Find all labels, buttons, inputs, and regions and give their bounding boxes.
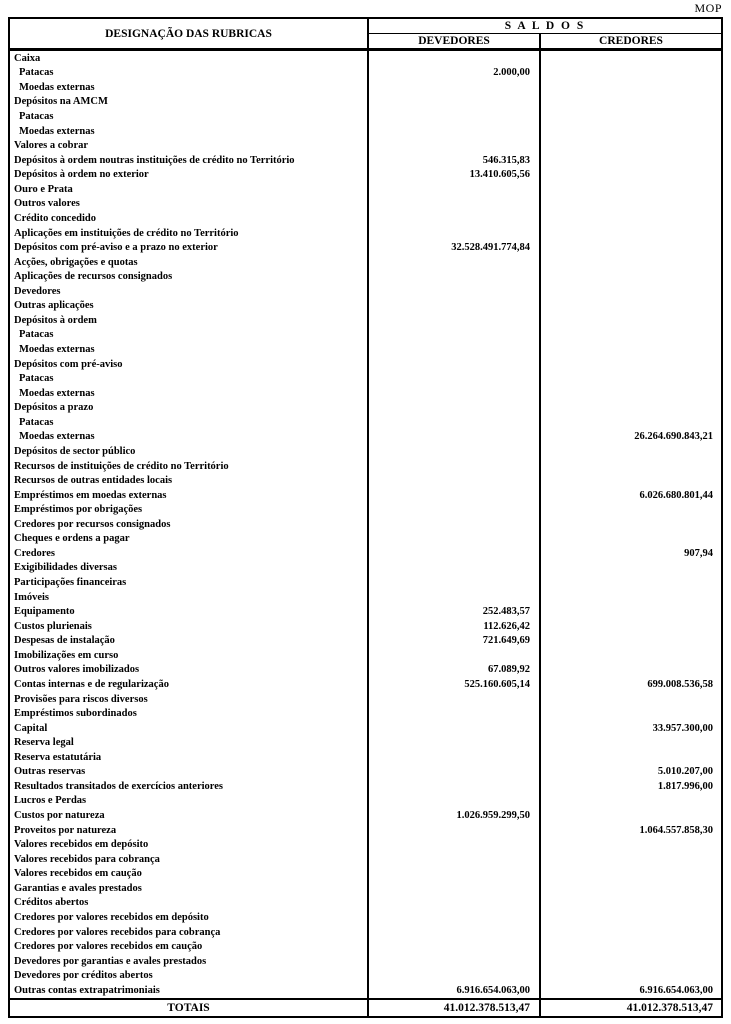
table-row: [10, 109, 721, 124]
currency-label: MOP: [694, 1, 722, 15]
credores-value: [539, 168, 721, 183]
row-label: Empréstimos em moedas externas: [14, 489, 167, 501]
devedores-value: [367, 502, 539, 517]
row-label: Capital: [14, 722, 48, 734]
row-label: Recursos de outras entidades locais: [14, 475, 173, 487]
table-row: [10, 983, 721, 998]
devedores-value: [367, 561, 539, 576]
row-label: Depósitos à ordem no exterior: [14, 169, 149, 181]
credores-value: 5.010.207,00: [539, 765, 721, 780]
table-row: [10, 823, 721, 838]
table-row: [10, 939, 721, 954]
row-label: Empréstimos subordinados: [14, 708, 137, 720]
devedores-value: [367, 473, 539, 488]
row-label: Valores recebidos para cobrança: [14, 853, 160, 865]
devedores-value: [367, 546, 539, 561]
credores-value: [539, 794, 721, 809]
devedores-value: [367, 124, 539, 139]
table-row: [10, 925, 721, 940]
credores-value: [539, 371, 721, 386]
devedores-value: [367, 459, 539, 474]
devedores-value: [367, 313, 539, 328]
row-label: Depósitos a prazo: [14, 402, 94, 414]
table-row: [10, 502, 721, 517]
row-label: Empréstimos por obrigações: [14, 504, 143, 516]
devedores-value: 546.315,83: [367, 153, 539, 168]
credores-value: [539, 124, 721, 139]
row-label: Aplicações de recursos consignados: [14, 271, 173, 283]
credores-value: [539, 706, 721, 721]
devedores-value: [367, 401, 539, 416]
devedores-value: [367, 735, 539, 750]
credores-value: 699.008.536,58: [539, 677, 721, 692]
row-label: Caixa: [14, 52, 41, 64]
row-label: Contas internas e de regularização: [14, 678, 169, 690]
row-label: Credores por valores recebidos em caução: [14, 941, 203, 953]
table-row: [10, 750, 721, 765]
credores-value: [539, 954, 721, 969]
devedores-value: [367, 750, 539, 765]
credores-value: 26.264.690.843,21: [539, 430, 721, 445]
table-row: [10, 430, 721, 445]
row-label: Moedas externas: [19, 125, 95, 137]
devedores-value: [367, 575, 539, 590]
table-row: [10, 357, 721, 372]
row-label: Equipamento: [14, 606, 75, 618]
table-row: [10, 488, 721, 503]
credores-value: [539, 575, 721, 590]
table-row: [10, 299, 721, 314]
credores-value: [539, 51, 721, 66]
devedores-value: [367, 925, 539, 940]
devedores-value: [367, 765, 539, 780]
credores-value: 33.957.300,00: [539, 721, 721, 736]
row-label: Outros valores: [14, 198, 80, 210]
credores-value: 1.817.996,00: [539, 779, 721, 794]
devedores-value: [367, 488, 539, 503]
table-row: [10, 546, 721, 561]
credores-value: [539, 109, 721, 124]
table-row: [10, 619, 721, 634]
devedores-value: [367, 255, 539, 270]
credores-value: [539, 66, 721, 81]
devedores-value: [367, 852, 539, 867]
credores-value: 6.026.680.801,44: [539, 488, 721, 503]
table-row: [10, 692, 721, 707]
devedores-value: [367, 823, 539, 838]
row-label: Provisões para riscos diversos: [14, 693, 148, 705]
devedores-value: [367, 328, 539, 343]
devedores-value: [367, 910, 539, 925]
table-row: [10, 182, 721, 197]
devedores-value: [367, 51, 539, 66]
table-row: [10, 444, 721, 459]
totals-label: TOTAIS: [167, 1002, 210, 1014]
devedores-value: [367, 692, 539, 707]
row-label: Credores: [14, 547, 56, 559]
table-header: [10, 19, 721, 51]
table-row: [10, 648, 721, 663]
credores-value: [539, 604, 721, 619]
credores-value: [539, 459, 721, 474]
header-devedores: DEVEDORES: [418, 35, 490, 47]
devedores-value: [367, 226, 539, 241]
devedores-value: [367, 371, 539, 386]
table-row: [10, 371, 721, 386]
row-label: Devedores: [14, 285, 61, 297]
credores-value: [539, 968, 721, 983]
row-label: Recursos de instituições de crédito no Território: [14, 460, 229, 472]
credores-value: [539, 881, 721, 896]
table-row: [10, 51, 721, 66]
credores-value: [539, 95, 721, 110]
table-row: [10, 138, 721, 153]
row-label: Patacas: [19, 373, 54, 385]
row-label: Aplicações em instituições de crédito no Território: [14, 227, 239, 239]
header-designacao-rubricas: DESIGNAÇÃO DAS RUBRICAS: [105, 27, 272, 40]
row-label: Valores recebidos em caução: [14, 868, 142, 880]
devedores-value: [367, 269, 539, 284]
table-row: [10, 896, 721, 911]
row-label: Valores a cobrar: [14, 140, 89, 152]
devedores-value: [367, 837, 539, 852]
table-row: [10, 328, 721, 343]
totals-credores-value: 41.012.378.513,47: [539, 1000, 721, 1016]
devedores-value: [367, 532, 539, 547]
table-row: [10, 881, 721, 896]
credores-value: [539, 153, 721, 168]
devedores-value: [367, 517, 539, 532]
credores-value: [539, 750, 721, 765]
credores-value: [539, 590, 721, 605]
credores-value: [539, 342, 721, 357]
devedores-value: 13.410.605,56: [367, 168, 539, 183]
table-row: [10, 794, 721, 809]
header-saldos: S A L D O S: [369, 19, 721, 34]
row-label: Valores recebidos em depósito: [14, 839, 149, 851]
table-row: [10, 765, 721, 780]
credores-value: [539, 808, 721, 823]
row-label: Outras aplicações: [14, 300, 94, 312]
table-row: [10, 473, 721, 488]
row-label: Depósitos à ordem: [14, 314, 97, 326]
credores-value: [539, 561, 721, 576]
table-row: [10, 124, 721, 139]
devedores-value: [367, 444, 539, 459]
credores-value: [539, 735, 721, 750]
credores-value: [539, 502, 721, 517]
table-row: [10, 386, 721, 401]
table-row: [10, 808, 721, 823]
credores-value: [539, 255, 721, 270]
devedores-value: 525.160.605,14: [367, 677, 539, 692]
table-row: [10, 401, 721, 416]
table-row: [10, 604, 721, 619]
table-row: [10, 269, 721, 284]
table-row: [10, 284, 721, 299]
row-label: Depósitos com pré-aviso: [14, 358, 123, 370]
credores-value: [539, 415, 721, 430]
devedores-value: [367, 706, 539, 721]
table-row: [10, 532, 721, 547]
row-label: Custos plurienais: [14, 620, 92, 632]
row-label: Custos por natureza: [14, 810, 105, 822]
table-row: [10, 226, 721, 241]
credores-value: [539, 401, 721, 416]
table-row: [10, 721, 721, 736]
devedores-value: 252.483,57: [367, 604, 539, 619]
devedores-value: 67.089,92: [367, 663, 539, 678]
row-label: Proveitos por natureza: [14, 824, 117, 836]
row-label: Ouro e Prata: [14, 183, 73, 195]
devedores-value: [367, 80, 539, 95]
table-row: [10, 677, 721, 692]
credores-value: [539, 634, 721, 649]
table-row: [10, 80, 721, 95]
credores-value: [539, 517, 721, 532]
devedores-value: [367, 415, 539, 430]
table-row: [10, 211, 721, 226]
devedores-value: [367, 794, 539, 809]
credores-value: [539, 648, 721, 663]
table-row: [10, 240, 721, 255]
row-label: Créditos abertos: [14, 897, 89, 909]
row-label: Crédito concedido: [14, 212, 96, 224]
row-label: Resultados transitados de exercícios anteriores: [14, 780, 224, 792]
devedores-value: [367, 881, 539, 896]
row-label: Devedores por créditos abertos: [14, 970, 153, 982]
credores-value: [539, 939, 721, 954]
row-label: Outros valores imobilizados: [14, 664, 140, 676]
table-row: [10, 168, 721, 183]
row-label: Imóveis: [14, 591, 49, 603]
table-row: [10, 342, 721, 357]
credores-value: 6.916.654.063,00: [539, 983, 721, 998]
credores-value: [539, 532, 721, 547]
devedores-value: [367, 896, 539, 911]
devedores-value: [367, 138, 539, 153]
row-label: Credores por valores recebidos em depósito: [14, 911, 209, 923]
devedores-value: [367, 357, 539, 372]
row-label: Lucros e Perdas: [14, 795, 87, 807]
credores-value: 1.064.557.858,30: [539, 823, 721, 838]
credores-value: [539, 663, 721, 678]
table-row: [10, 66, 721, 81]
row-label: Credores por valores recebidos para cobrança: [14, 926, 221, 938]
table-row: [10, 561, 721, 576]
credores-value: [539, 284, 721, 299]
row-label: Cheques e ordens a pagar: [14, 533, 130, 545]
devedores-value: [367, 284, 539, 299]
header-credores: CREDORES: [539, 34, 721, 48]
row-label: Outras contas extrapatrimoniais: [14, 984, 160, 996]
credores-value: 907,94: [539, 546, 721, 561]
row-label: Moedas externas: [19, 387, 95, 399]
credores-value: [539, 852, 721, 867]
devedores-value: [367, 182, 539, 197]
totals-devedores-value: 41.012.378.513,47: [367, 1000, 539, 1016]
credores-value: [539, 211, 721, 226]
credores-value: [539, 328, 721, 343]
devedores-value: 2.000,00: [367, 66, 539, 81]
table-row: [10, 852, 721, 867]
table-row: [10, 634, 721, 649]
table-row: [10, 575, 721, 590]
devedores-value: [367, 430, 539, 445]
table-row: [10, 735, 721, 750]
devedores-value: [367, 299, 539, 314]
table-row: [10, 590, 721, 605]
row-label: Acções, obrigações e quotas: [14, 256, 138, 268]
credores-value: [539, 197, 721, 212]
row-label: Depósitos na AMCM: [14, 96, 108, 108]
table-row: [10, 255, 721, 270]
table-row: [10, 910, 721, 925]
devedores-value: 721.649,69: [367, 634, 539, 649]
devedores-value: [367, 95, 539, 110]
row-label: Reserva estatutária: [14, 751, 102, 763]
credores-value: [539, 837, 721, 852]
row-label: Depósitos de sector público: [14, 445, 136, 457]
table-row: [10, 95, 721, 110]
row-label: Credores por recursos consignados: [14, 518, 171, 530]
devedores-value: 112.626,42: [367, 619, 539, 634]
table-row: [10, 663, 721, 678]
credores-value: [539, 910, 721, 925]
row-label: Moedas externas: [19, 344, 95, 356]
row-label: Outras reservas: [14, 766, 86, 778]
devedores-value: [367, 386, 539, 401]
row-label: Despesas de instalação: [14, 635, 115, 647]
devedores-value: [367, 211, 539, 226]
row-label: Exigibilidades diversas: [14, 562, 117, 574]
row-label: Patacas: [19, 329, 54, 341]
credores-value: [539, 80, 721, 95]
totals-row: [10, 998, 721, 1016]
header-saldos-columns: [369, 34, 721, 48]
table-row: [10, 459, 721, 474]
row-label: Devedores por garantias e avales prestados: [14, 955, 207, 967]
row-label: Participações financeiras: [14, 577, 127, 589]
row-label: Depósitos à ordem noutras instituições de crédito no Território: [14, 154, 295, 166]
header-saldos-group: [367, 19, 721, 48]
credores-value: [539, 386, 721, 401]
row-label: Imobilizações em curso: [14, 649, 119, 661]
table-row: [10, 867, 721, 882]
devedores-value: [367, 109, 539, 124]
row-label: Depósitos com pré-aviso e a prazo no exterior: [14, 242, 218, 254]
credores-value: [539, 269, 721, 284]
devedores-value: 32.528.491.774,84: [367, 240, 539, 255]
credores-value: [539, 444, 721, 459]
devedores-value: [367, 939, 539, 954]
table-row: [10, 415, 721, 430]
devedores-value: [367, 648, 539, 663]
credores-value: [539, 240, 721, 255]
credores-value: [539, 896, 721, 911]
devedores-value: 1.026.959.299,50: [367, 808, 539, 823]
credores-value: [539, 357, 721, 372]
credores-value: [539, 226, 721, 241]
table-row: [10, 837, 721, 852]
credores-value: [539, 313, 721, 328]
table-row: [10, 954, 721, 969]
credores-value: [539, 867, 721, 882]
table-row: [10, 197, 721, 212]
credores-value: [539, 619, 721, 634]
row-label: Moedas externas: [19, 431, 95, 443]
devedores-value: [367, 197, 539, 212]
credores-value: [539, 299, 721, 314]
credores-value: [539, 182, 721, 197]
table-row: [10, 706, 721, 721]
devedores-value: 6.916.654.063,00: [367, 983, 539, 998]
credores-value: [539, 692, 721, 707]
devedores-value: [367, 867, 539, 882]
row-label: Patacas: [19, 416, 54, 428]
table-row: [10, 517, 721, 532]
row-label: Reserva legal: [14, 737, 74, 749]
devedores-value: [367, 779, 539, 794]
devedores-value: [367, 590, 539, 605]
devedores-value: [367, 721, 539, 736]
row-label: Garantias e avales prestados: [14, 882, 142, 894]
row-label: Patacas: [19, 111, 54, 123]
table-row: [10, 779, 721, 794]
credores-value: [539, 925, 721, 940]
devedores-value: [367, 968, 539, 983]
table-row: [10, 153, 721, 168]
table-row: [10, 313, 721, 328]
credores-value: [539, 473, 721, 488]
row-label: Moedas externas: [19, 81, 95, 93]
row-label: Patacas: [19, 67, 54, 79]
devedores-value: [367, 954, 539, 969]
balance-sheet-table: [8, 17, 723, 1018]
devedores-value: [367, 342, 539, 357]
table-row: [10, 968, 721, 983]
table-body: [10, 51, 721, 998]
credores-value: [539, 138, 721, 153]
